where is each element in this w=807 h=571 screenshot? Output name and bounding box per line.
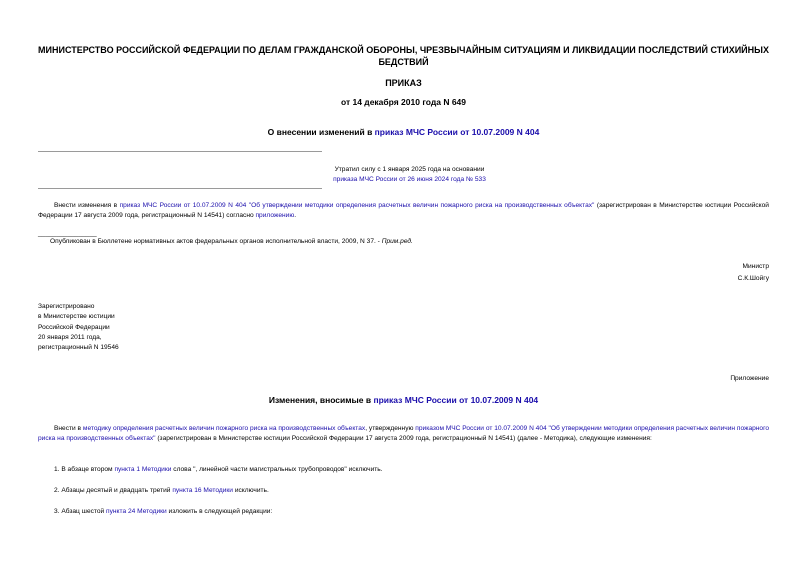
appendix-title-link[interactable]: приказ МЧС России от 10.07.2009 N 404 [373, 395, 539, 405]
divider-bottom [38, 188, 322, 189]
registration-line: Зарегистрировано [38, 303, 95, 310]
appendix-item-3 [54, 507, 769, 517]
signature-name: С.К.Шойгу [737, 274, 769, 282]
intro-link-methodology[interactable]: методику определения расчетных величин пожарного риска на производственных объектах [82, 425, 366, 432]
order-date: от 14 декабря 2010 года N 649 [340, 97, 467, 107]
repeal-notice-text: Утратил силу с 1 января 2025 года на основании [334, 166, 485, 173]
item-1-link[interactable]: пункта 1 Методики [114, 466, 172, 473]
appendix-title-prefix: Изменения, вносимые в [268, 395, 374, 405]
item-2-text-2: исключить. [232, 487, 269, 494]
ministry-line-1: МИНИСТЕРСТВО РОССИЙСКОЙ ФЕДЕРАЦИИ ПО ДЕЛАМ ГРАЖДАНСКОЙ ОБОРОНЫ, ЧРЕЗВЫЧАЙНЫМ СИТУАЦИЯМ И ЛИКВИДАЦИИ ПОСЛЕДСТВИЙ СТИХИЙНЫХ [38, 45, 769, 55]
item-3-link[interactable]: пункта 24 Методики [106, 508, 167, 515]
order-subject [0, 127, 807, 137]
ministry-line-2: БЕДСТВИЙ [378, 57, 429, 67]
item-2-text-1: 2. Абзацы десятый и двадцать третий [54, 487, 173, 494]
body-text-3: ) согласно [222, 211, 256, 219]
body-link-appendix[interactable]: приложению [255, 211, 295, 219]
item-1-text-2: слова ", линейной части магистральных трубопроводов" исключить. [171, 466, 383, 473]
repeal-notice-link[interactable]: приказа МЧС России от 26 июня 2024 года № 533 [333, 175, 486, 183]
appendix-title [0, 395, 807, 405]
registration-line: в Министерстве юстиции [38, 313, 115, 321]
body-text-4: . [294, 211, 297, 219]
registration-line: 20 января 2011 года, [38, 333, 102, 341]
registration-line: регистрационный N 19546 [38, 344, 119, 352]
ministry-title [0, 44, 807, 68]
body-link-order[interactable]: приказ МЧС России от 10.07.2009 N 404 "Об утверждении методики определения расчетных величин пожарного риска на производственных объектах" [119, 202, 595, 209]
intro-text-2: , утвержденную [365, 425, 416, 432]
subject-link[interactable]: приказ МЧС России от 10.07.2009 N 404 [374, 127, 540, 137]
appendix-intro [38, 424, 769, 443]
intro-link-order[interactable]: приказом МЧС России от 10.07.2009 N 404 "Об утверждении методики определения расчетных величин пожарного риска на производственных объектах" [38, 425, 770, 442]
footnote-italic: Прим.ред. [381, 238, 413, 245]
repeal-notice [322, 165, 497, 184]
intro-text-1: Внести в [54, 425, 83, 432]
intro-text-3: (зарегистрирован в Министерстве юстиции Российской Федерации 17 августа 2009 года, регистрационный N 14541) (далее - Методика), следующие изменения: [155, 434, 652, 442]
appendix-item-1 [54, 465, 769, 475]
item-1-text-1: 1. В абзаце втором [54, 466, 115, 473]
signature-title: Министр [742, 263, 769, 270]
footnote-text: Опубликован в Бюллетене нормативных актов федеральных органов исполнительной власти, 2009, N 37. - [50, 238, 382, 245]
subject-prefix: О внесении изменений в [267, 127, 375, 137]
signature-block [600, 262, 769, 283]
registration-block [38, 302, 238, 353]
item-3-text-1: 3. Абзац шестой [54, 508, 107, 515]
divider-top [38, 151, 322, 152]
footnote-rule: ________________ [38, 230, 97, 237]
body-text-1: Внести изменения в [54, 202, 120, 209]
body-text-2: (зарегистрирован в Министерстве юстиции Российской Федерации 17 августа 2009 года, регистрационный N 14541 [38, 202, 769, 219]
appendix-label: Приложение [730, 375, 769, 382]
registration-line: Российской Федерации [38, 323, 110, 331]
footnote [50, 237, 750, 247]
order-type: ПРИКАЗ [385, 78, 422, 88]
item-2-link[interactable]: пункта 16 Методики [172, 487, 233, 494]
item-3-text-2: изложить в следующей редакции: [166, 508, 273, 515]
appendix-item-2 [54, 486, 769, 496]
order-body-paragraph [38, 201, 769, 220]
